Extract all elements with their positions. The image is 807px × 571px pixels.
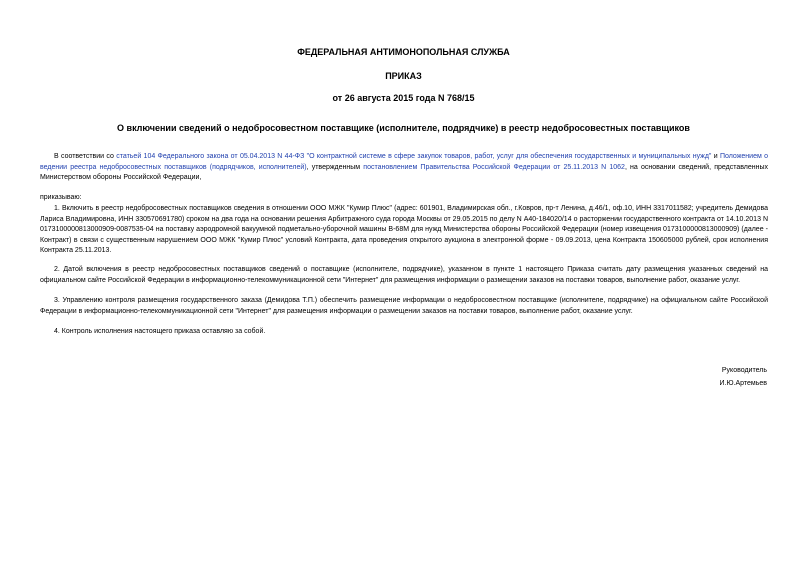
order-item-4: 4. Контроль исполнения настоящего приказа оставляю за собой. — [54, 328, 266, 335]
law-article-link[interactable]: статьей 104 Федерального закона от 05.04.2013 N 44-ФЗ "О контрактной системе в сфере закупок товаров, работ, услуг для обеспечения государственных и муниципальных нужд" — [116, 153, 712, 160]
document-date-number: от 26 августа 2015 года N 768/15 — [332, 93, 475, 103]
agency-name: ФЕДЕРАЛЬНАЯ АНТИМОНОПОЛЬНАЯ СЛУЖБА — [297, 47, 510, 57]
document-title: О включении сведений о недобросовестном поставщике (исполнителе, подрядчике) в реестр недобросовестных поставщиков — [117, 123, 690, 133]
order-item-2: 2. Датой включения в реестр недобросовестных поставщиков сведений о поставщике (исполнителе, подрядчике), указанном в пункте 1 настоящего Приказа считать дату размещения указанных сведений на официальном сайте Российской Федерации в информационно-телекоммуникационной сети "Интернет" для размещения информации о размещении заказов на поставки товаров, выполнение работ, оказание услуг. — [40, 266, 768, 284]
preamble-text-3: , утвержденным — [306, 163, 364, 171]
regulation-link[interactable]: Положением о ведении реестра недобросовестных поставщиков (подрядчиков, исполнителей) — [40, 153, 768, 171]
order-item-1: 1. Включить в реестр недобросовестных поставщиков сведения в отношении ООО МЖК "Кумир Плюс" (адрес: 601901, Владимирская обл., г.Ковров, пр-т Ленина, д.46/1, оф.10, ИНН 3317011582; учредитель Демидова Лариса Владимировна, ИНН 330570691780) сроком на два года на основании решения Арбитражного суда города Москвы от 29.05.2015 по делу N А40-184020/14 о расторжении государственного контракта от 14.10.2013 N 0173100000813000909-0087535-04 на поставку аэродромной вакуумной подметально-уборочной машины В-68М для нужд Министерства обороны Российской Федерации (номер извещения 0173100000813000909) (далее - Контракт) в связи с существенным нарушением ООО МЖК "Кумир Плюс" условий Контракта, дата проведения открытого аукциона в электронной форме - 09.09.2013, цена Контракта 150605000 рублей, срок исполнения Контракта 25.11.2013. — [40, 205, 768, 254]
preamble-text-4: , на основании сведений, представленных Министерством обороны Российской Федерации, — [40, 163, 768, 181]
government-decree-link[interactable]: постановлением Правительства Российской Федерации от 25.11.2013 N 1062 — [363, 163, 625, 171]
order-item-3: 3. Управлению контроля размещения государственного заказа (Демидова Т.П.) обеспечить размещение информации о недобросовестном поставщике (исполнителе, подрядчике) на официальном сайте Российской Федерации в информационно-телекоммуникационной сети "Интернет" для размещения информации о размещении заказов на поставки товаров, выполнение работ, оказание услуг. — [40, 297, 768, 315]
signatory-role: Руководитель — [721, 367, 767, 374]
document-type: ПРИКАЗ — [385, 71, 422, 81]
preamble-paragraph — [40, 152, 768, 184]
preamble-text-1: В соответствии со — [54, 153, 117, 160]
order-word: приказываю: — [40, 194, 82, 201]
signatory-name: И.Ю.Артемьев — [719, 380, 767, 387]
preamble-text-2: и — [711, 153, 720, 160]
